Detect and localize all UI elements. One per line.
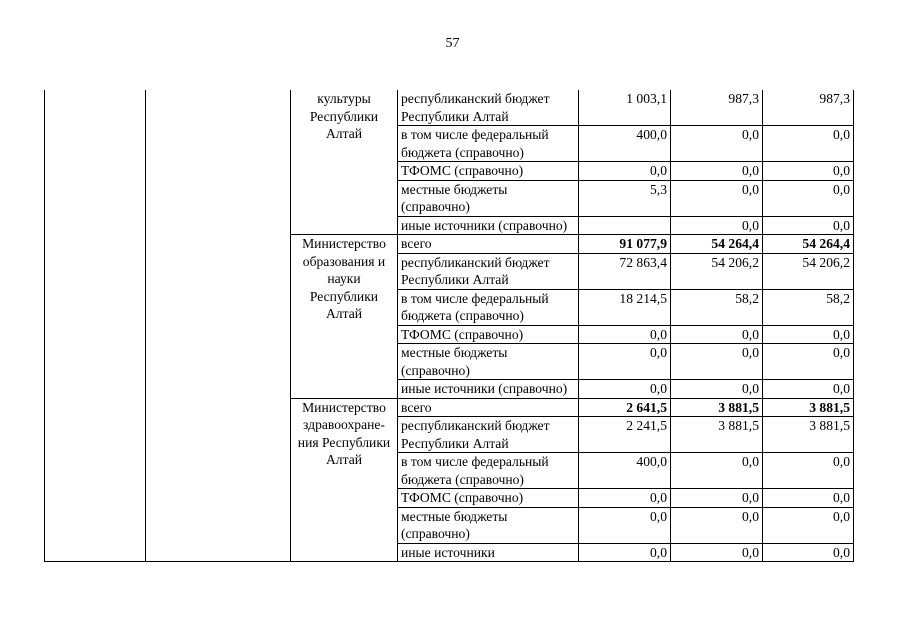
value-cell: 0,0	[671, 180, 763, 216]
value-cell: 91 077,9	[579, 235, 671, 254]
page-number: 57	[445, 36, 460, 51]
value-cell: 0,0	[763, 507, 854, 543]
value-cell: 0,0	[671, 344, 763, 380]
value-cell: 400,0	[579, 126, 671, 162]
value-cell: 0,0	[671, 126, 763, 162]
source-cell	[398, 90, 579, 126]
source-cell	[398, 380, 579, 399]
value-cell: 0,0	[763, 543, 854, 562]
value-cell: 0,0	[763, 180, 854, 216]
value-cell: 0,0	[671, 216, 763, 235]
organization-cell: Министерство образования и науки Республики Алтай	[291, 235, 398, 399]
value-cell: 0,0	[763, 162, 854, 181]
value-cell: 0,0	[763, 380, 854, 399]
source-label: иные источники (справочно)	[401, 381, 568, 396]
value-cell: 0,0	[579, 489, 671, 508]
source-cell	[398, 180, 579, 216]
value-cell: 0,0	[763, 489, 854, 508]
source-cell	[398, 417, 579, 453]
value-cell: 0,0	[579, 325, 671, 344]
value-cell: 3 881,5	[763, 417, 854, 453]
source-label: иные источники	[401, 544, 495, 560]
source-label: в том числе федеральный бюджета (справочно)	[401, 290, 549, 323]
value-cell: 400,0	[579, 453, 671, 489]
value-cell: 1 003,1	[579, 90, 671, 126]
value-cell: 18 214,5	[579, 289, 671, 325]
source-label: ТФОМС (справочно)	[401, 490, 524, 505]
value-cell: 0,0	[579, 380, 671, 399]
value-cell: 3 881,5	[671, 417, 763, 453]
value-cell: 0,0	[763, 325, 854, 344]
value-cell: 0,0	[671, 489, 763, 508]
value-cell: 0,0	[671, 453, 763, 489]
source-cell	[398, 162, 579, 181]
source-cell	[398, 453, 579, 489]
source-label: республиканский бюджет Республики Алтай	[401, 418, 550, 451]
value-cell: 72 863,4	[579, 253, 671, 289]
source-cell	[398, 344, 579, 380]
value-cell: 0,0	[763, 344, 854, 380]
value-cell: 54 206,2	[763, 253, 854, 289]
source-label: в том числе федеральный бюджета (справочно)	[401, 127, 549, 160]
blank-column-1	[45, 90, 146, 562]
source-label: республиканский бюджет Республики Алтай	[401, 254, 550, 287]
value-cell: 58,2	[763, 289, 854, 325]
value-cell: 54 264,4	[763, 235, 854, 254]
value-cell: 54 264,4	[671, 235, 763, 254]
source-cell	[398, 489, 579, 508]
value-cell: 0,0	[579, 507, 671, 543]
value-cell: 0,0	[671, 507, 763, 543]
value-cell: 0,0	[579, 543, 671, 562]
budget-table	[44, 90, 854, 562]
source-cell	[398, 216, 579, 235]
source-cell	[398, 325, 579, 344]
value-cell: 987,3	[671, 90, 763, 126]
value-cell: 0,0	[671, 380, 763, 399]
blank-column-2	[146, 90, 291, 562]
value-cell: 3 881,5	[763, 398, 854, 417]
organization-cell: Министерство здравоохране-ния Республики Алтай	[291, 398, 398, 562]
value-cell: 0,0	[671, 162, 763, 181]
value-cell: 0,0	[763, 453, 854, 489]
table-row	[45, 90, 854, 126]
source-label: всего	[401, 236, 432, 251]
value-cell: 2 641,5	[579, 398, 671, 417]
value-cell: 2 241,5	[579, 417, 671, 453]
value-cell: 58,2	[671, 289, 763, 325]
source-cell	[398, 507, 579, 543]
source-label: местные бюджеты (справочно)	[401, 345, 508, 378]
source-cell	[398, 235, 579, 254]
value-cell	[579, 216, 671, 235]
source-cell	[398, 126, 579, 162]
value-cell: 0,0	[671, 325, 763, 344]
source-label: республиканский бюджет Республики Алтай	[401, 91, 550, 124]
source-label: ТФОМС (справочно)	[401, 163, 524, 178]
value-cell: 3 881,5	[671, 398, 763, 417]
source-label: местные бюджеты (справочно)	[401, 508, 508, 541]
source-label: местные бюджеты (справочно)	[401, 181, 508, 214]
organization-cell: культуры Республики Алтай	[291, 90, 398, 235]
source-cell	[398, 398, 579, 417]
value-cell: 54 206,2	[671, 253, 763, 289]
value-cell: 0,0	[579, 162, 671, 181]
value-cell: 0,0	[763, 126, 854, 162]
source-cell	[398, 289, 579, 325]
source-cell	[398, 543, 579, 562]
value-cell: 987,3	[763, 90, 854, 126]
source-cell	[398, 253, 579, 289]
value-cell: 0,0	[763, 216, 854, 235]
value-cell: 0,0	[671, 543, 763, 562]
source-label: всего	[401, 399, 432, 415]
value-cell: 5,3	[579, 180, 671, 216]
source-label: в том числе федеральный бюджета (справочно)	[401, 454, 549, 487]
source-label: иные источники (справочно)	[401, 217, 568, 233]
source-label: ТФОМС (справочно)	[401, 326, 524, 342]
value-cell: 0,0	[579, 344, 671, 380]
